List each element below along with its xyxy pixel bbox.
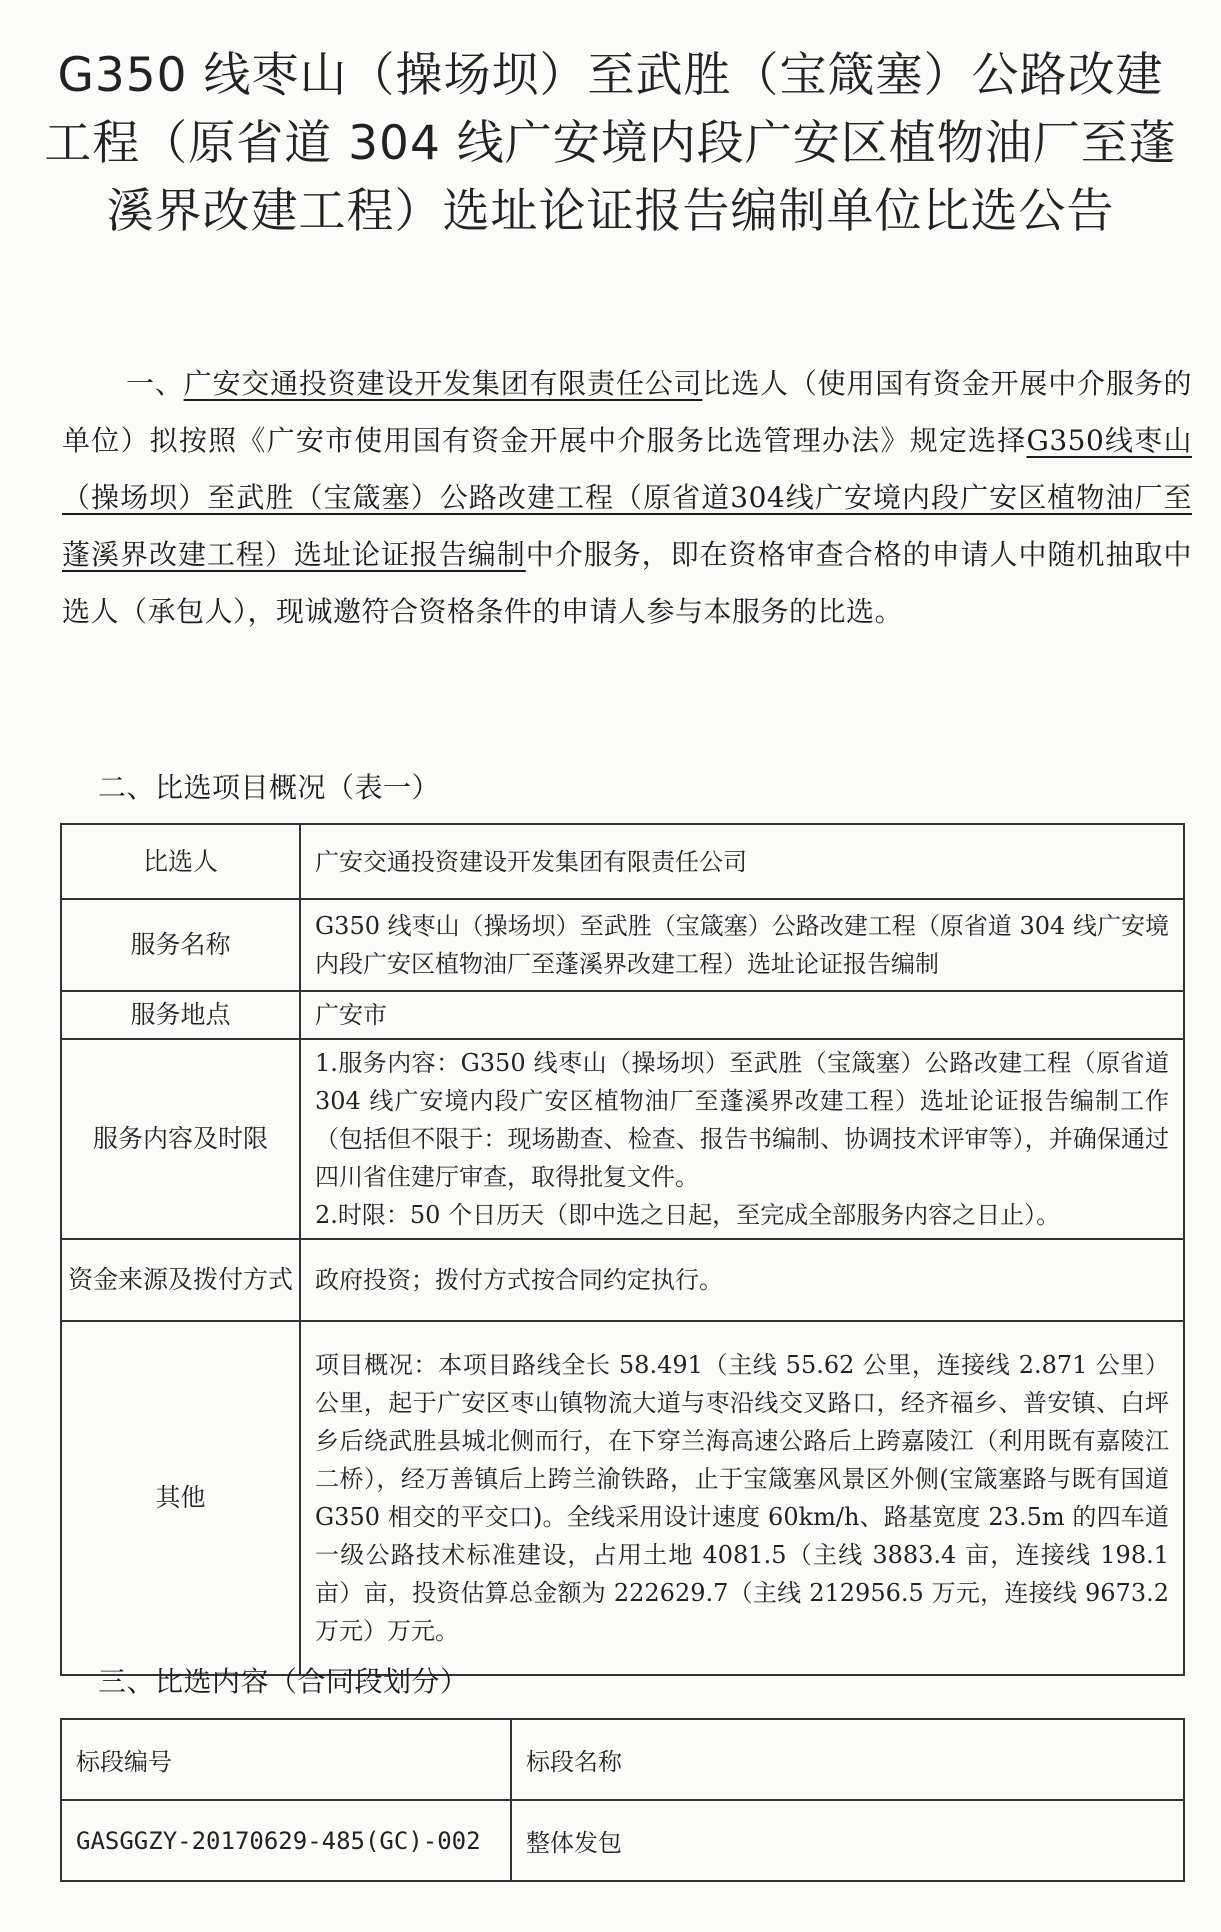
row-label-service-name: 服务名称	[61, 899, 300, 991]
title-line-1: G350 线枣山（操场坝）至武胜（宝箴塞）公路改建	[57, 48, 1164, 103]
service-content-item-1: 1.服务内容：G350 线枣山（操场坝）至武胜（宝箴塞）公路改建工程（原省道 304 线广安境内段广安区植物油厂至蓬溪界改建工程）选址论证报告编制工作（包括但不限于：现场勘查、检查、报告书编制、协调技术评审等），并确保通过四川省住建厅审查，取得批复文件。	[315, 1049, 1169, 1191]
section-1-text-b: 中介服务，即在资格审查合格的申请人中随机抽取中选人（承包人），现诚邀符合资格条件的申请人参与本服务的比选。	[62, 538, 1192, 628]
cell-section-name: 整体发包	[511, 1800, 1184, 1881]
contract-section-table	[60, 1718, 1185, 1882]
table-header-row	[61, 1719, 1184, 1800]
row-label-service-location: 服务地点	[61, 991, 300, 1039]
section-1-text-a: 比选人（使用国有资金开展中介服务的单位）拟按照《广安市使用国有资金开展中介服务比选管理办法》规定选择	[62, 367, 1192, 457]
section-1-paragraph	[62, 355, 1192, 640]
project-name: G350线枣山（操场坝）至武胜（宝箴塞）公路改建工程（原省道304线广安境内段广安区植物油厂至蓬溪界改建工程）选址论证报告编制	[62, 424, 1192, 571]
title-line-2: 工程（原省道 304 线广安境内段广安区植物油厂至蓬	[44, 116, 1177, 171]
table-row	[61, 991, 1184, 1039]
table-row	[61, 1800, 1184, 1881]
row-value-service-location: 广安市	[300, 991, 1184, 1039]
project-overview-table	[60, 823, 1185, 1676]
table-row	[61, 1239, 1184, 1321]
header-section-name: 标段名称	[511, 1719, 1184, 1800]
company-name: 广安交通投资建设开发集团有限责任公司	[183, 367, 703, 400]
row-label-funding: 资金来源及拨付方式	[61, 1239, 300, 1321]
row-value-funding: 政府投资；拨付方式按合同约定执行。	[300, 1239, 1184, 1321]
header-section-code: 标段编号	[61, 1719, 511, 1800]
table-row	[61, 899, 1184, 991]
section-1-prefix: 一、	[126, 367, 184, 400]
row-value-bidder: 广安交通投资建设开发集团有限责任公司	[300, 824, 1184, 899]
row-label-service-content: 服务内容及时限	[61, 1039, 300, 1239]
row-value-other: 项目概况：本项目路线全长 58.491（主线 55.62 公里，连接线 2.871 公里）公里，起于广安区枣山镇物流大道与枣沿线交叉路口，经齐福乡、普安镇、白坪乡后绕武胜县城北侧而行，在下穿兰海高速公路后上跨嘉陵江（利用既有嘉陵江二桥），经万善镇后上跨兰渝铁路，止于宝箴塞风景区外侧(宝箴塞路与既有国道 G350 相交的平交口)。全线采用设计速度 60km/h、路基宽度 23.5m 的四车道一级公路技术标准建设，占用土地 4081.5（主线 3883.4 亩，连接线 198.1 亩）亩，投资估算总金额为 222629.7（主线 212956.5 万元，连接线 9673.2 万元）万元。	[300, 1321, 1184, 1675]
title-line-3: 溪界改建工程）选址论证报告编制单位比选公告	[106, 184, 1115, 239]
table-row	[61, 1039, 1184, 1239]
section-3-heading: 三、比选内容（合同段划分）	[98, 1665, 469, 1698]
table-row	[61, 1321, 1184, 1675]
row-label-bidder: 比选人	[61, 824, 300, 899]
service-content-item-2: 2.时限：50 个日历天（即中选之日起，至完成全部服务内容之日止）。	[315, 1201, 1061, 1229]
cell-section-code: GASGGZY-20170629-485(GC)-002	[61, 1800, 511, 1881]
document-title	[40, 42, 1181, 246]
row-value-service-content	[300, 1039, 1184, 1239]
row-value-service-name: G350 线枣山（操场坝）至武胜（宝箴塞）公路改建工程（原省道 304 线广安境内段广安区植物油厂至蓬溪界改建工程）选址论证报告编制	[300, 899, 1184, 991]
row-label-other: 其他	[61, 1321, 300, 1675]
table-row	[61, 824, 1184, 899]
section-2-heading: 二、比选项目概况（表一）	[98, 771, 441, 804]
